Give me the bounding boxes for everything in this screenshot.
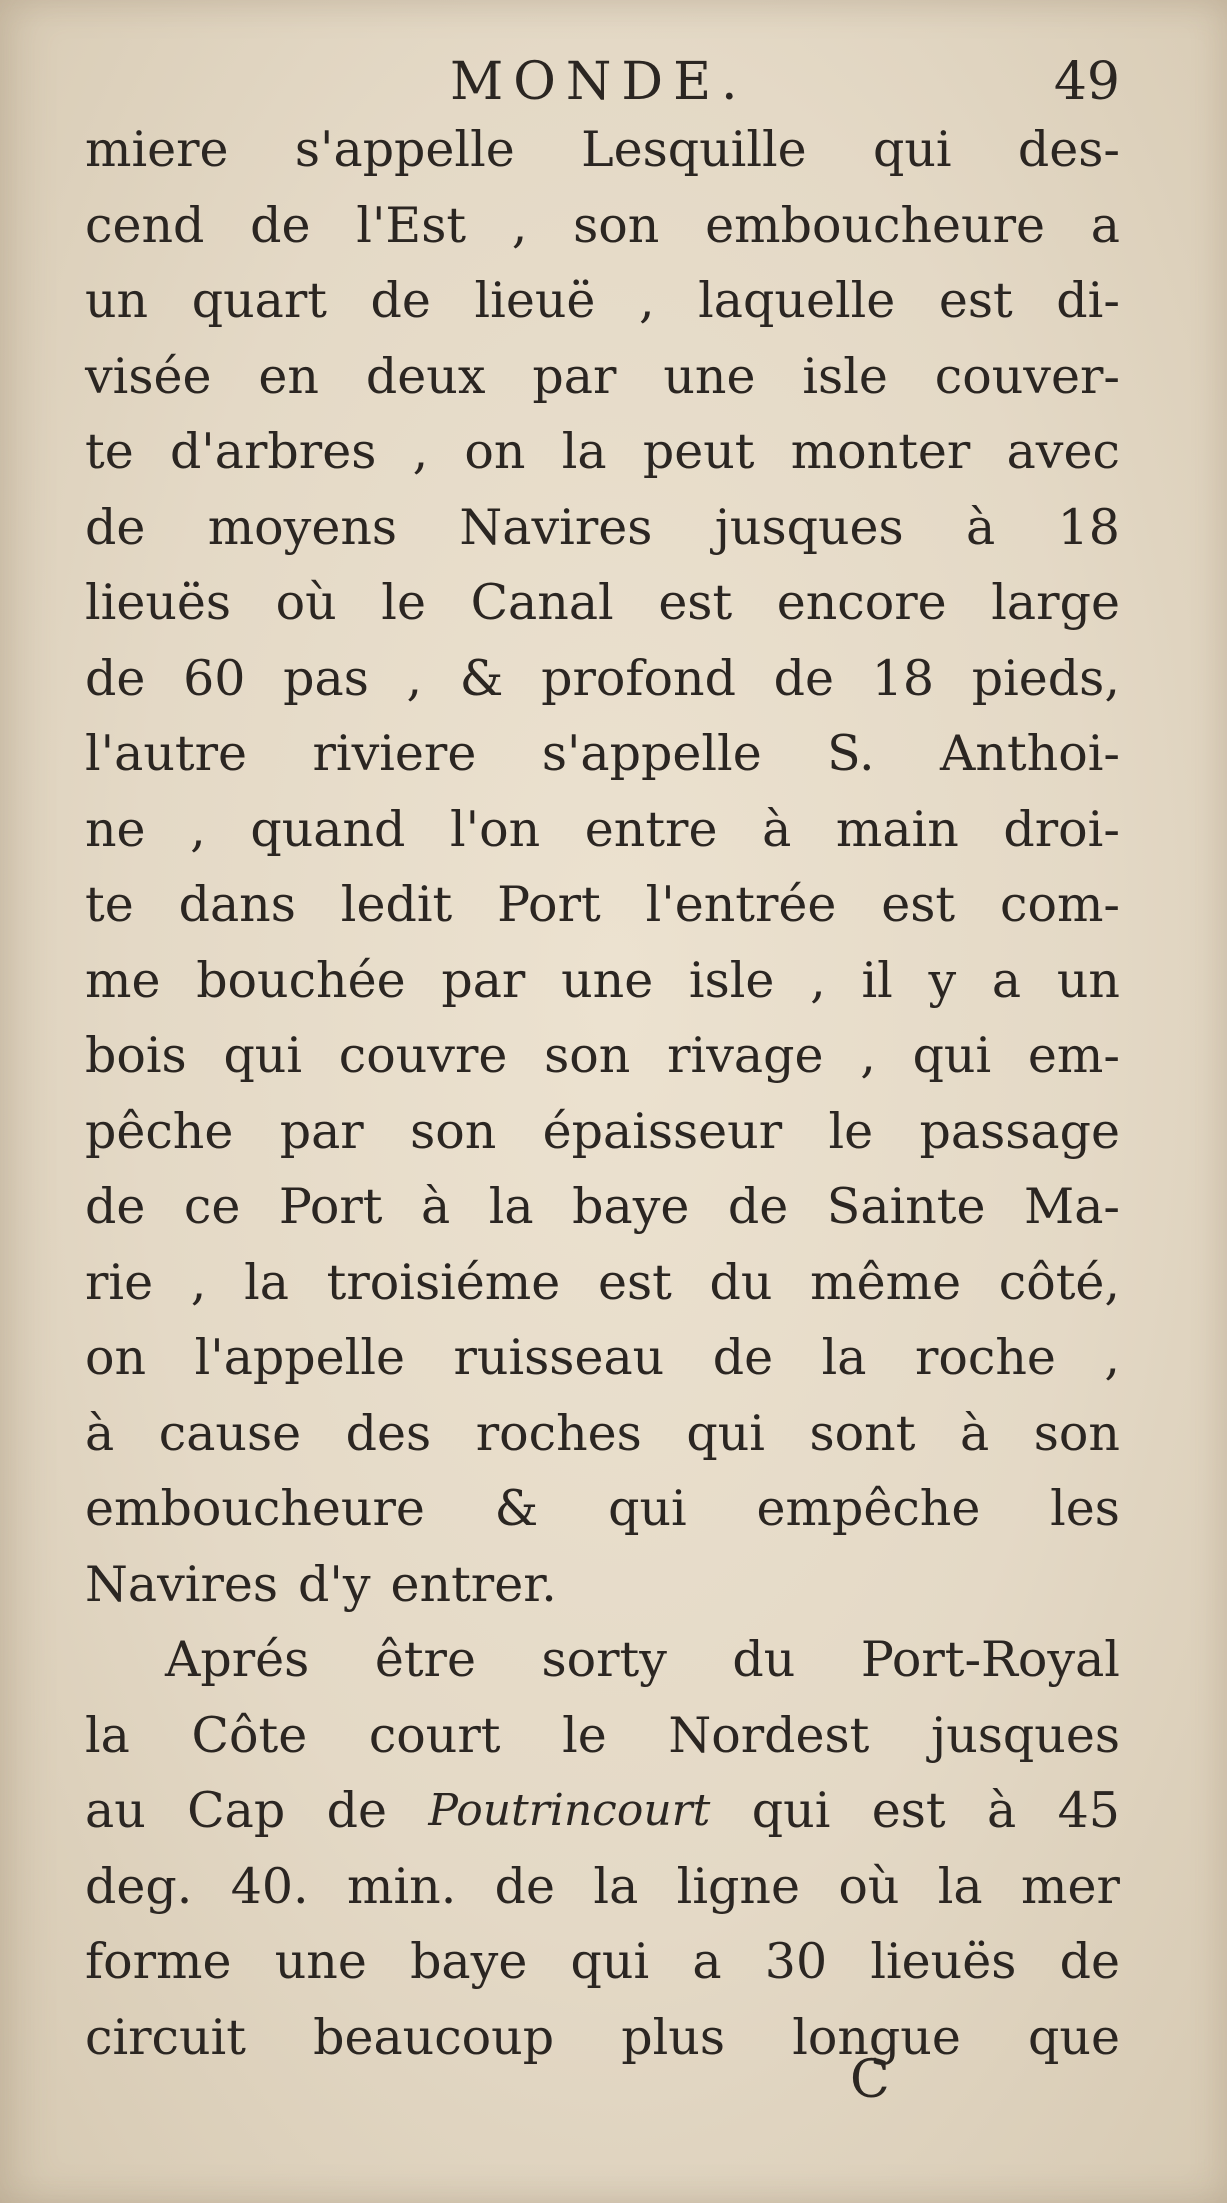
word: , [810, 951, 826, 1009]
word: Lesquille [581, 121, 807, 178]
word: ne [85, 800, 146, 858]
word: jusques [714, 498, 904, 556]
word: son [1033, 1404, 1120, 1462]
word: , [511, 196, 528, 254]
word: l'autre [85, 725, 248, 782]
word: côté, [998, 1253, 1120, 1311]
word: bouchée [196, 951, 406, 1009]
word: au [85, 1782, 146, 1839]
word: on [85, 1329, 147, 1386]
word: est [597, 1253, 672, 1311]
word: Ma- [1024, 1178, 1120, 1235]
word: la [85, 1706, 130, 1764]
word: qui [686, 1404, 765, 1462]
word: Canal [470, 574, 614, 631]
word: 60 [183, 649, 246, 707]
word: l'appelle [194, 1329, 405, 1386]
word: ledit [340, 876, 453, 933]
word: entre [584, 800, 718, 858]
word: roche [914, 1329, 1056, 1386]
word: forme [85, 1933, 232, 1990]
word: l'Est [356, 196, 467, 254]
word: plus [621, 2008, 726, 2066]
word: 18 [871, 649, 935, 707]
word: à [762, 800, 792, 858]
word: droi- [1003, 800, 1120, 858]
text-line [85, 1396, 1120, 1472]
word: emboucheure [85, 1480, 425, 1537]
word: 18 [1057, 498, 1120, 556]
word: où [838, 1857, 900, 1915]
text-line [85, 1018, 1120, 1094]
word: à [959, 1404, 990, 1462]
word: S. [827, 725, 875, 782]
word: qui [872, 121, 952, 178]
word: un [1056, 951, 1120, 1009]
text-line [85, 565, 1120, 641]
word: empêche [756, 1480, 981, 1537]
text-line [85, 1320, 1120, 1396]
text-line [85, 1622, 1120, 1698]
word: de [773, 649, 835, 707]
word: par [279, 1102, 364, 1160]
word: ligne [676, 1857, 800, 1915]
word: que [1028, 2008, 1120, 2066]
word: dans [178, 876, 296, 933]
word: le [562, 1706, 607, 1764]
word: com- [1000, 876, 1120, 933]
word: le [828, 1102, 874, 1160]
word: qui [912, 1027, 992, 1084]
word: min. [347, 1857, 457, 1915]
word: ruisseau [453, 1329, 665, 1386]
word: Nordest [668, 1706, 870, 1764]
word: rie [85, 1253, 154, 1311]
word: Navires [85, 1555, 279, 1613]
text-line [85, 641, 1120, 717]
word: couver- [934, 347, 1120, 405]
word: couvre [338, 1027, 508, 1084]
word: peut [642, 423, 755, 480]
text-line [85, 1094, 1120, 1170]
word: est [881, 876, 956, 933]
word: lieuës [870, 1933, 1017, 1990]
word: épaisseur [542, 1102, 783, 1160]
text-line [85, 339, 1120, 415]
word: une [561, 951, 654, 1009]
text-line [85, 943, 1120, 1019]
word: en [258, 347, 319, 405]
word: de [250, 196, 311, 254]
word: une [663, 347, 756, 405]
word: 40. [230, 1857, 309, 1915]
word: lieuë [474, 272, 596, 329]
word: longue [792, 2008, 961, 2066]
word: de [494, 1857, 556, 1915]
word: a [991, 951, 1022, 1009]
word: profond [541, 649, 736, 707]
word: quart [191, 272, 327, 329]
word: emboucheure [705, 196, 1045, 254]
word: , [190, 1253, 207, 1311]
word: qui [608, 1480, 687, 1537]
word: même [810, 1253, 962, 1311]
word: un [85, 272, 149, 329]
word: la [561, 423, 607, 480]
word: à [420, 1178, 451, 1235]
word: de [85, 1178, 146, 1235]
word: roches [475, 1404, 642, 1462]
body-text [85, 112, 1120, 2075]
word: Anthoi- [940, 725, 1120, 782]
word: entrer. [390, 1555, 557, 1613]
word: il [861, 951, 893, 1009]
word: Sainte [826, 1178, 986, 1235]
word: me [85, 951, 161, 1009]
word: s'appelle [294, 121, 515, 178]
word: baye [572, 1178, 690, 1235]
word: baye [410, 1933, 528, 1990]
word: les [1050, 1480, 1120, 1537]
word: , [638, 272, 655, 329]
text-line [85, 1169, 1120, 1245]
word: mer [1021, 1857, 1120, 1915]
word: Port [278, 1178, 383, 1235]
signature-mark: C [850, 2050, 890, 2110]
word: son [573, 196, 660, 254]
word: em- [1027, 1027, 1120, 1084]
word: deg. [85, 1857, 193, 1915]
word: de [370, 272, 431, 329]
word: cause [158, 1404, 302, 1462]
word: deux [365, 347, 486, 405]
word: te [85, 876, 134, 933]
word: pêche [85, 1102, 234, 1160]
word: Aprés [165, 1631, 310, 1688]
word: la [937, 1857, 983, 1915]
word: le [381, 574, 426, 631]
word: & [494, 1480, 539, 1537]
word: de [712, 1329, 774, 1386]
word: a [692, 1933, 722, 1990]
word: jusques [931, 1706, 1120, 1764]
word: 30 [764, 1933, 828, 1990]
word: , [190, 800, 206, 858]
word: y [928, 951, 957, 1009]
word: sont [809, 1404, 916, 1462]
text-line [85, 1773, 1120, 1849]
word: la [593, 1857, 639, 1915]
word: encore [776, 574, 947, 631]
running-head: MONDE. [450, 52, 748, 112]
word: , [412, 423, 429, 480]
word: la [821, 1329, 867, 1386]
text-line [85, 263, 1120, 339]
text-line [85, 1698, 1120, 1774]
word: être [374, 1631, 476, 1688]
text-line [85, 1471, 1120, 1547]
word: Cap [187, 1782, 286, 1839]
word: est [871, 1782, 946, 1839]
word: beaucoup [313, 2008, 555, 2066]
word: isle [802, 347, 888, 405]
word: est [938, 272, 1013, 329]
word: où [275, 574, 337, 631]
word: bois [85, 1027, 187, 1084]
word: de [326, 1782, 388, 1839]
word: son [544, 1027, 631, 1084]
word: qui [570, 1933, 650, 1990]
word: te [85, 423, 134, 480]
word: lieuës [85, 574, 232, 631]
word: pieds, [971, 649, 1120, 707]
word: de [727, 1178, 789, 1235]
word: par [441, 951, 526, 1009]
text-line [85, 188, 1120, 264]
text-line [85, 867, 1120, 943]
word: de [1059, 1933, 1120, 1990]
word: pas [283, 649, 369, 707]
word: quand [250, 800, 406, 858]
word: la [488, 1178, 534, 1235]
word: ce [183, 1178, 241, 1235]
word: , [860, 1027, 876, 1084]
word: la [244, 1253, 289, 1311]
word: par [532, 347, 617, 405]
word: qui [223, 1027, 303, 1084]
word: du [709, 1253, 773, 1311]
word: main [835, 800, 959, 858]
word: à [966, 498, 996, 556]
word: Port-Royal [860, 1631, 1120, 1688]
word: isle [688, 951, 775, 1009]
word: Côte [191, 1706, 308, 1764]
word: d'y [298, 1555, 371, 1613]
word: cend [85, 196, 205, 254]
word: à [85, 1404, 115, 1462]
word: passage [919, 1102, 1120, 1160]
word: laquelle [698, 272, 896, 329]
word: Poutrincourt [428, 1785, 711, 1836]
word: a [1090, 196, 1120, 254]
text-line [85, 1547, 1120, 1623]
text-line [85, 1924, 1120, 2000]
page-number: 49 [1053, 52, 1120, 112]
word: une [274, 1933, 367, 1990]
text-line [85, 716, 1120, 792]
word: d'arbres [169, 423, 377, 480]
word: monter [790, 423, 971, 480]
word: de [85, 649, 146, 707]
word: circuit [85, 2008, 246, 2066]
word: visée [85, 347, 212, 405]
text-line [85, 1849, 1120, 1925]
word: troisiéme [326, 1253, 561, 1311]
word: l'entrée [645, 876, 837, 933]
word: , [406, 649, 423, 707]
word: di- [1056, 272, 1120, 329]
text-line [85, 792, 1120, 868]
word: du [732, 1631, 796, 1688]
word: de [85, 498, 146, 556]
word: est [658, 574, 733, 631]
word: & [459, 649, 504, 707]
word: son [410, 1102, 497, 1160]
text-line [85, 490, 1120, 566]
word: riviere [312, 725, 477, 782]
word: 45 [1057, 1782, 1120, 1839]
word: moyens [207, 498, 398, 556]
text-line [85, 2000, 1120, 2076]
word: large [991, 574, 1120, 631]
text-line [85, 112, 1120, 188]
word: sorty [541, 1631, 667, 1688]
word: des- [1017, 121, 1120, 178]
word: à [987, 1782, 1017, 1839]
word: miere [85, 121, 229, 178]
word: qui [751, 1782, 831, 1839]
word: Navires [459, 498, 653, 556]
page-header [85, 52, 1120, 112]
text-line [85, 414, 1120, 490]
word: court [368, 1706, 501, 1764]
word: rivage [667, 1027, 824, 1084]
text-line [85, 1245, 1120, 1321]
word: s'appelle [541, 725, 762, 782]
word: l'on [450, 800, 541, 858]
word: avec [1006, 423, 1120, 480]
word: des [345, 1404, 432, 1462]
word: Port [497, 876, 601, 933]
word: , [1104, 1329, 1120, 1386]
word: on [464, 423, 526, 480]
